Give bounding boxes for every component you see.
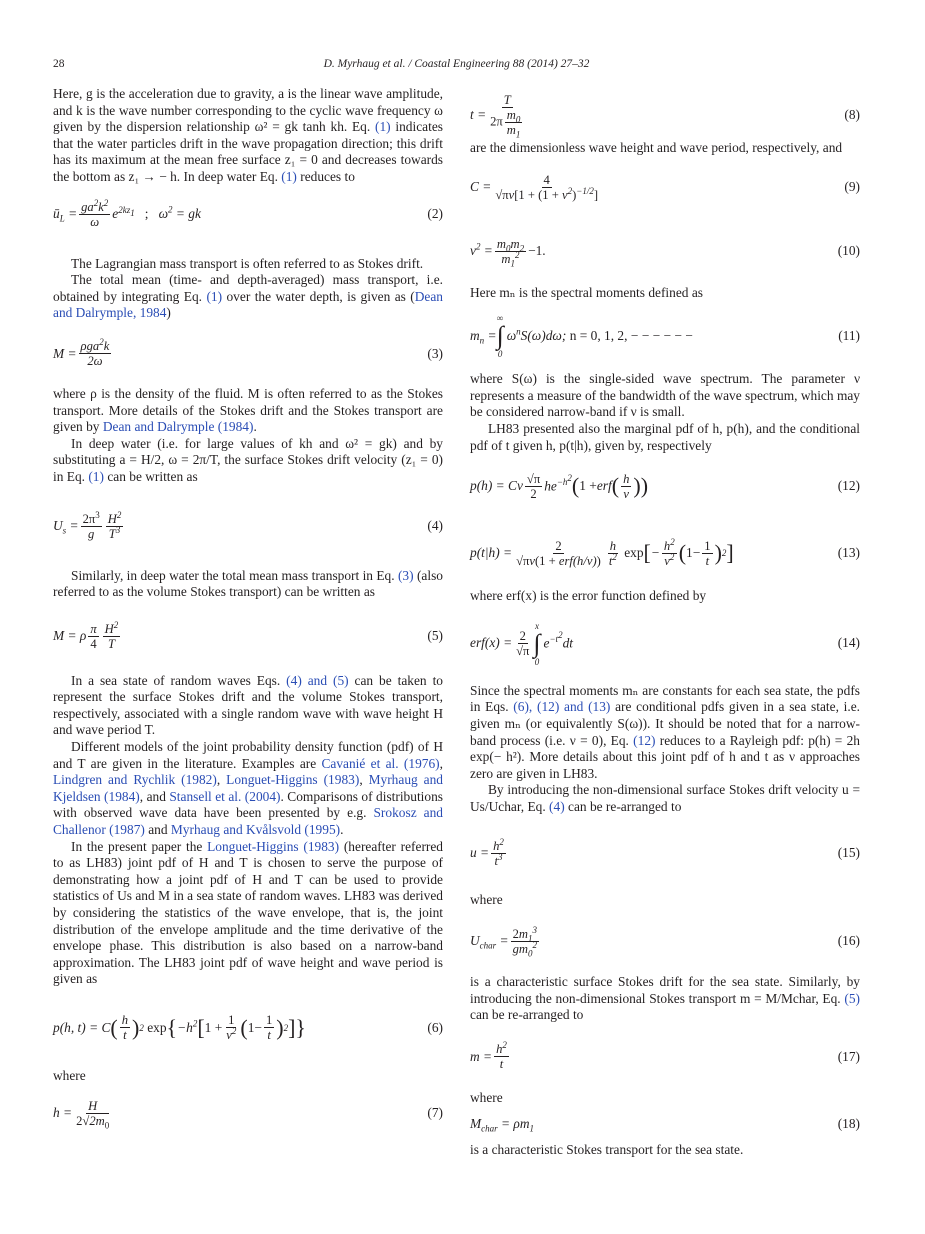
equation-18: $M_{char} = \rho m_1$ (18) xyxy=(470,1116,860,1134)
paragraph: where S(ω) is the single-sided wave spectrum. The parameter ν represents a measure of the bandwidth of the wave spectrum, which may be considered narrow-band if ν is small. xyxy=(470,371,860,420)
paragraph: where xyxy=(470,891,503,907)
paragraph: are the dimensionless wave height and wave period, respectively, and xyxy=(470,140,843,155)
paragraph: where erf(x) is the error function defined by xyxy=(470,588,707,604)
running-title: D. Myrhaug et al. / Coastal Engineering 88 (2014) 27–32 xyxy=(323,58,590,70)
equation-16: $U_{char}$ = $\frac{2m_1^3}{gm_0^2}$ (16) xyxy=(470,924,860,959)
equation-link[interactable]: (6), (12) and (13) xyxy=(513,699,611,715)
paragraph: where ρ is the density of the fluid. M is often referred to as the Stokes transport. More details of the Stokes drift and the Stokes transport are given by Dean and Dalrymple (1984). xyxy=(53,385,443,435)
paragraph: Similarly, in deep water the total mean mass transport in Eq. (3) (also referred to as the volume Stokes transport) can be written as xyxy=(53,567,443,600)
paragraph: In deep water (i.e. for large values of kh and ω² = gk) and by substituting a = H/2, ω = 2π/T, the surface Stokes drift velocity (z₁ = 0) in Eq. (1) can be written as xyxy=(53,435,443,484)
equation-12: p(h) = Cν $\frac{√\pi}{2}$ $he^{-h^2}$ ( 1 + erf ( $\frac{h}{\nu}$ ) ) (12) xyxy=(470,471,860,501)
equation-15: u = $\frac{h^2}{t^3}$ (15) xyxy=(470,836,860,868)
citation-link[interactable]: Myrhaug and Kvålsvold (1995) xyxy=(170,822,341,838)
equation-link[interactable]: (1) xyxy=(88,468,104,484)
paragraph: is a characteristic surface Stokes drift for the sea state. Similarly, by introducing the non-dimensional Stokes transport m = M/Mchar, Eq. (5) can be re-arranged to xyxy=(470,974,860,1023)
equation-14: erf(x) = $\frac{2}{√\pi}$ x ∫ 0 $e^{-t^2}dt$ (14) xyxy=(470,620,860,667)
paragraph: In the present paper the Longuet-Higgins (1983) (hereafter referred to as LH83) joint pdf of H and T is chosen to serve the purpose of demonstrating how a joint pdf of H and T can be used to provide statistics of Us and M in a sea state of random waves. LH83 was derived by considering the statistics of the wave envelope, that is, the joint distribution of the envelope amplitude and the time derivative of the envelope phase. This distribution is also based on a narrow-band approximation. The LH83 joint pdf of wave height and wave period is given as xyxy=(53,838,443,987)
paragraph: Different models of the joint probability density function (pdf) of H and T are given in the literature. Examples are Cavanié et al. (1976), Lindgren and Rychlik (1982), Longuet-Higgins (1983), Myrhaug and Kjeldsen (1984), and Stansell et al. (2004). Comparisons of distributions with observed wave data have been presented by e.g. Srokosz and Challenor (1987) and Myrhaug and Kvålsvold (1995). xyxy=(53,739,444,838)
equation-link[interactable]: (1) xyxy=(206,288,223,304)
equation-8: t = T 2π $\frac{m_0}{m_1}$ (8) xyxy=(470,93,860,140)
equation-9: C = $\frac{4}{√\pi\nu[1 + (1 + \nu^2)^{-1/2}]}$ (9) xyxy=(470,173,860,203)
equation-6: p(h, t) = C ( $\frac{h}{t}$ ) 2 exp { $-h^2$ [ 1 + $\frac{1}{\nu^2}$ ( 1− $\frac{1}{t}$ ) 2 ] } (6) xyxy=(53,1013,443,1043)
equation-link[interactable]: (4) and (5) xyxy=(286,672,349,688)
citation-link[interactable]: Stansell et al. (2004) xyxy=(169,788,281,804)
paragraph: Here, g is the acceleration due to gravity, a is the linear wave amplitude, and k is the wave number corresponding to the cyclic wave frequency ω given by the dispersion relationship ω² = gk tanh kh. Eq. (1) indicates that the water particles drift in the wave propagation direction; this drift has its maximum at the mean free surface z₁ = 0 and decreases towards the bottom as z₁ → − h. In deep water Eq. (1) reduces to xyxy=(53,86,443,184)
equation-5: M = ρ $\frac{\pi}{4}$ $\frac{H^2}{T}$ (5) xyxy=(53,620,443,652)
left-column xyxy=(53,86,443,1143)
paragraph: where xyxy=(53,1067,86,1083)
equation-2: $ū_L$ = $\frac{ga^2k^2}{\omega}$ $e^{2kz_1}$ ; $\omega^2$ = gk (2) xyxy=(53,197,443,230)
equation-11: $m_n$ = ∞ ∫ 0 $\omega^nS(\omega)d\omega$; n = 0, 1, 2, − − − − − − (11) xyxy=(470,313,860,360)
paragraph: where xyxy=(470,1089,503,1105)
paragraph: By introducing the non-dimensional surface Stokes drift velocity u = Us/Uchar, Eq. (4) can be re-arranged to xyxy=(470,782,860,814)
equation-13: p(t|h) = $\frac{2}{\text{√πν(1 + erf(h/ν))}}$ $\frac{h}{t^2}$ exp [ − $\frac{h^2}{\nu^2}$ ( 1− $\frac{1}{t}$ ) 2 ] (13) xyxy=(470,536,860,568)
equation-link[interactable]: (5) xyxy=(844,990,860,1006)
paragraph: Here mₙ is the spectral moments defined as xyxy=(470,284,703,300)
paragraph: In a sea state of random waves Eqs. (4) and (5) can be taken to represent the surface Stokes drift and the volume Stokes transport, respectively, associated with a single random wave with wave height H and wave period T. xyxy=(53,672,443,738)
equation-17: m = $\frac{h^2}{t}$ (17) xyxy=(470,1040,860,1072)
citation-link[interactable]: Longuet-Higgins (1983) xyxy=(207,838,340,854)
equation-4: $U_s$ = $\frac{2\pi^3}{g}$ $\frac{H^2}{T^3}$ (4) xyxy=(53,509,443,541)
paragraph: LH83 presented also the marginal pdf of h, p(h), and the conditional pdf of t given h, p(t|h), given by, respectively xyxy=(470,420,860,453)
citation-link[interactable]: Cavanié et al. (1976) xyxy=(321,755,440,771)
citation-link[interactable]: Dean and Dalrymple (1984) xyxy=(102,419,254,435)
equation-7: h = $\frac{H}{2√2m_0}$ (7) xyxy=(53,1099,443,1131)
equation-link[interactable]: (4) xyxy=(549,798,565,814)
paragraph: The total mean (time- and depth-averaged) mass transport, i.e. obtained by integrating Eq. (1) over the water depth, is given as (Dean and Dalrymple, 1984) xyxy=(53,272,444,321)
page-number: 28 xyxy=(53,58,65,70)
paragraph: The Lagrangian mass transport is often referred to as Stokes drift. xyxy=(71,255,424,271)
citation-link[interactable]: Srokosz and Challenor (1987) xyxy=(53,805,443,838)
right-column xyxy=(470,90,860,1159)
equation-link[interactable]: (12) xyxy=(633,732,656,748)
equation-link[interactable]: (3) xyxy=(397,567,414,583)
equation-3: M = $\frac{\rho ga^2k}{2\omega}$ (3) xyxy=(53,337,443,369)
paragraph: Since the spectral moments mₙ are constants for each sea state, the pdfs in Eqs. (6), (12) and (13) are conditional pdfs given in a sea state, i.e. given mₙ (or equivalently S(ω)). It should be noted that for a narrow-band process (i.e. ν = 0), Eq. (12) reduces to a Rayleigh pdf: p(h) = 2h exp(− h²). More details about this joint pdf of h and t as ν approaches zero are given in LH83. xyxy=(470,682,860,781)
paragraph: is a characteristic Stokes transport for the sea state. xyxy=(470,1142,744,1158)
citation-link[interactable]: Myrhaug and Kjeldsen (1984) xyxy=(53,772,444,804)
equation-10: $\nu^2$ = $\frac{m_0m_2}{m_1^2}$ −1. (10) xyxy=(470,237,860,269)
citation-link[interactable]: Dean and Dalrymple, 1984 xyxy=(53,288,444,321)
equation-link[interactable]: (1) xyxy=(281,168,297,184)
citation-link[interactable]: Longuet-Higgins (1983) xyxy=(226,772,360,788)
citation-link[interactable]: Lindgren and Rychlik (1982) xyxy=(53,772,217,788)
equation-link[interactable]: (1) xyxy=(375,119,391,135)
